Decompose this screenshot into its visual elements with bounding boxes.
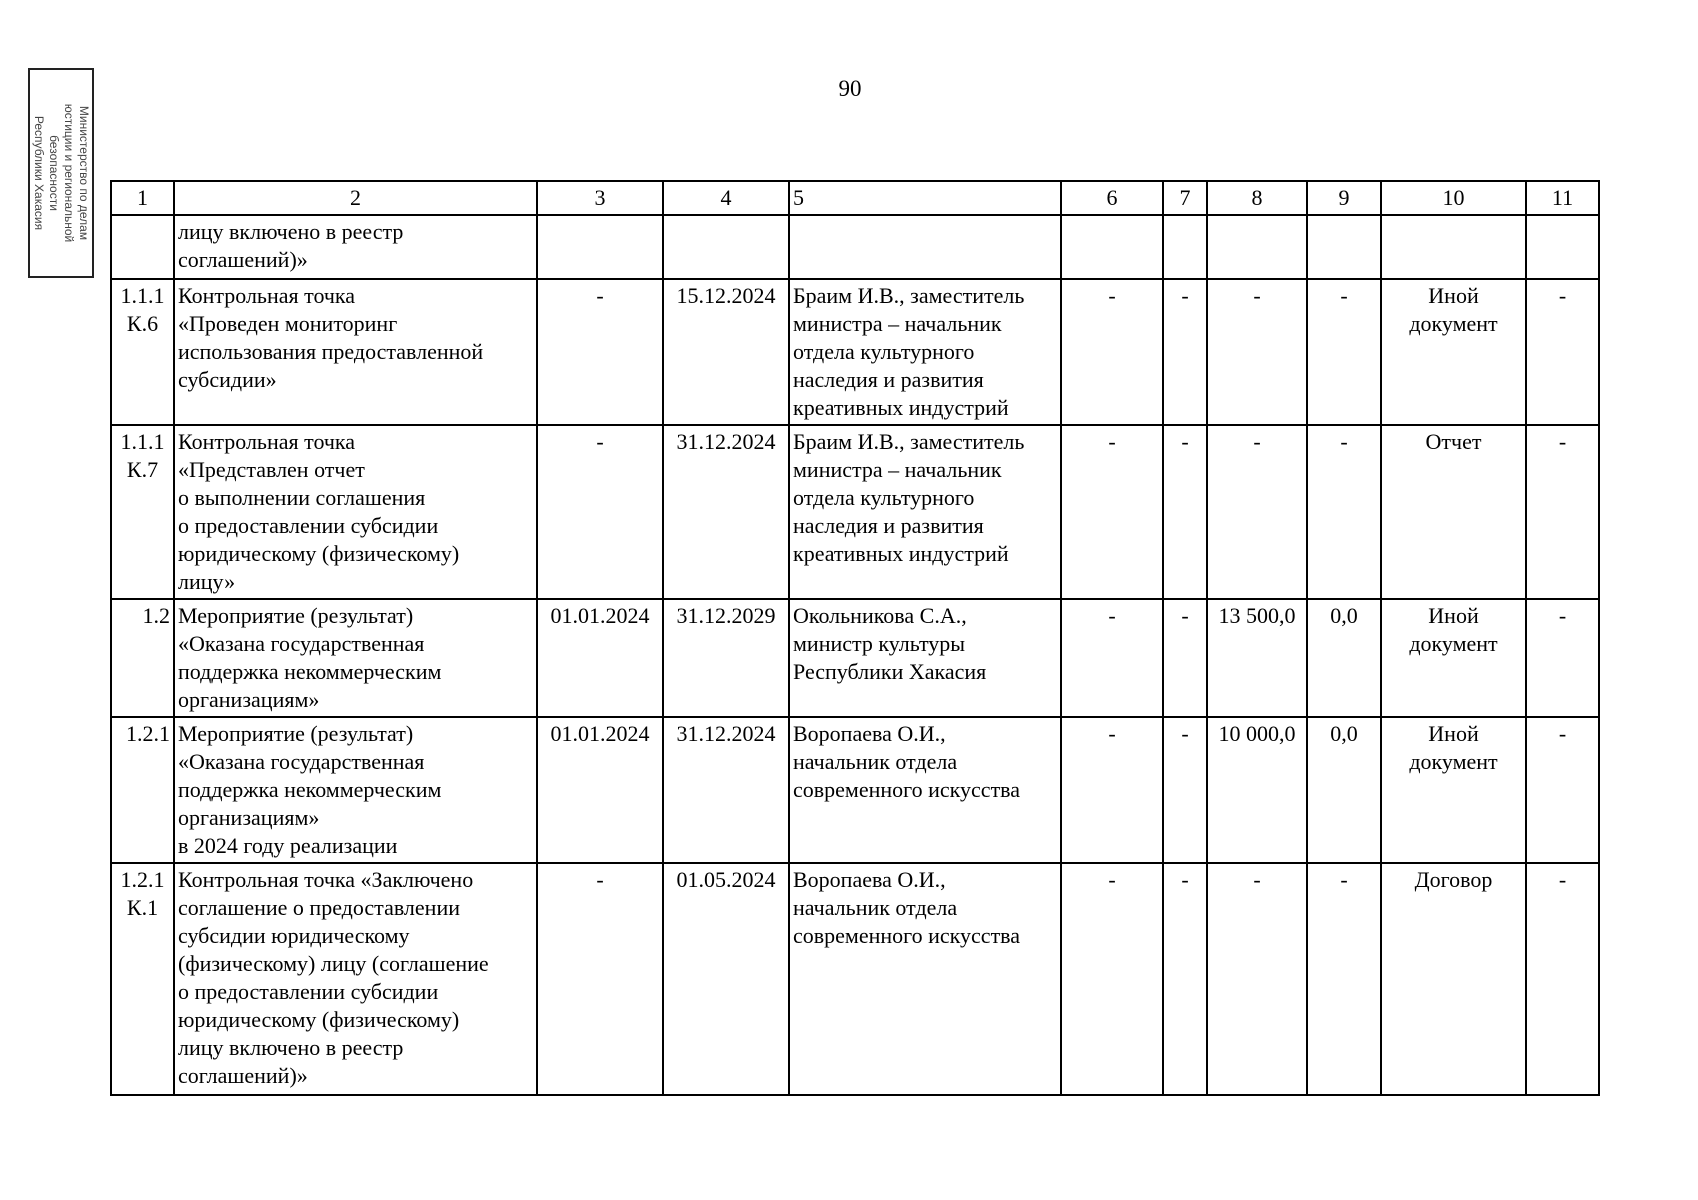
table-cell: Браим И.В., заместитель министра – начальник отдела культурного наследия и развития креативных индустрий — [789, 425, 1061, 599]
header-row — [111, 181, 1599, 215]
table-row — [111, 279, 1599, 425]
table-row — [111, 599, 1599, 717]
column-header: 9 — [1307, 181, 1381, 215]
stamp-line: Республики Хакасия — [32, 115, 46, 231]
table-cell: Мероприятие (результат) «Оказана государственная поддержка некоммерческим организациям» — [174, 599, 537, 717]
table-cell — [1061, 215, 1163, 279]
table-cell: 10 000,0 — [1207, 717, 1307, 863]
table-cell: - — [1526, 717, 1599, 863]
column-header: 10 — [1381, 181, 1526, 215]
table-cell — [1526, 215, 1599, 279]
table-row — [111, 863, 1599, 1095]
table-cell: 13 500,0 — [1207, 599, 1307, 717]
column-header: 3 — [537, 181, 663, 215]
table-cell: Воропаева О.И., начальник отдела современного искусства — [789, 863, 1061, 1095]
table-cell: - — [1061, 863, 1163, 1095]
column-header: 2 — [174, 181, 537, 215]
table-cell: 1.1.1 К.7 — [111, 425, 174, 599]
table-cell: Контрольная точка «Представлен отчет о выполнении соглашения о предоставлении субсидии юридическому (физическому) лицу» — [174, 425, 537, 599]
table-cell — [1381, 215, 1526, 279]
column-header: 6 — [1061, 181, 1163, 215]
table-cell — [537, 215, 663, 279]
column-header: 4 — [663, 181, 789, 215]
table-cell: 1.2 — [111, 599, 174, 717]
table-cell: 31.12.2029 — [663, 599, 789, 717]
table-cell: Воропаева О.И., начальник отдела современного искусства — [789, 717, 1061, 863]
table-cell: - — [1307, 279, 1381, 425]
table-cell: - — [537, 279, 663, 425]
table-cell: - — [537, 425, 663, 599]
table-cell: 0,0 — [1307, 599, 1381, 717]
stamp-line: Министерство по делам — [77, 105, 91, 241]
table-cell: - — [1163, 279, 1207, 425]
table-cell: Отчет — [1381, 425, 1526, 599]
table-cell: 01.01.2024 — [537, 717, 663, 863]
table-cell — [663, 215, 789, 279]
table-cell: - — [1207, 863, 1307, 1095]
table-cell: - — [1307, 425, 1381, 599]
table-cell: 1.1.1 К.6 — [111, 279, 174, 425]
table-cell: - — [1163, 717, 1207, 863]
table-cell: - — [1526, 863, 1599, 1095]
table-cell: Мероприятие (результат) «Оказана государственная поддержка некоммерческим организациям» в 2024 году реализации — [174, 717, 537, 863]
table-cell: Контрольная точка «Проведен мониторинг использования предоставленной субсидии» — [174, 279, 537, 425]
stamp-line: юстиции и региональной — [62, 103, 76, 243]
table-cell: - — [1061, 425, 1163, 599]
table-cell: - — [1163, 599, 1207, 717]
table-cell: - — [1526, 599, 1599, 717]
table-cell: - — [1307, 863, 1381, 1095]
table-cell: 01.05.2024 — [663, 863, 789, 1095]
table-cell: - — [1526, 279, 1599, 425]
column-header: 11 — [1526, 181, 1599, 215]
registration-stamp — [28, 68, 94, 278]
table-cell: 15.12.2024 — [663, 279, 789, 425]
table-cell — [1163, 215, 1207, 279]
table-cell: 01.01.2024 — [537, 599, 663, 717]
table-cell: 31.12.2024 — [663, 425, 789, 599]
table-row — [111, 717, 1599, 863]
page-number: 90 — [838, 76, 862, 101]
table-cell: 1.2.1 К.1 — [111, 863, 174, 1095]
table-cell: - — [537, 863, 663, 1095]
table-cell: лицу включено в реестр соглашений)» — [174, 215, 537, 279]
table-cell: Браим И.В., заместитель министра – начальник отдела культурного наследия и развития креативных индустрий — [789, 279, 1061, 425]
table-cell — [789, 215, 1061, 279]
table-cell: Иной документ — [1381, 279, 1526, 425]
table-cell — [1207, 215, 1307, 279]
table-cell: - — [1061, 279, 1163, 425]
table-row — [111, 215, 1599, 279]
table-cell: - — [1061, 599, 1163, 717]
table-cell: Иной документ — [1381, 717, 1526, 863]
table-cell: 31.12.2024 — [663, 717, 789, 863]
table-cell — [1307, 215, 1381, 279]
table-cell: - — [1526, 425, 1599, 599]
table-cell: - — [1207, 425, 1307, 599]
table-cell: - — [1163, 425, 1207, 599]
column-header: 1 — [111, 181, 174, 215]
table-cell: Иной документ — [1381, 599, 1526, 717]
column-header: 7 — [1163, 181, 1207, 215]
table-cell: Договор — [1381, 863, 1526, 1095]
table-cell: Контрольная точка «Заключено соглашение о предоставлении субсидии юридическому (физическому) лицу (соглашение о предоставлении субсидии юридическому (физическому) лицу включено в реестр соглашений)» — [174, 863, 537, 1095]
table-cell: 1.2.1 — [111, 717, 174, 863]
table-row — [111, 425, 1599, 599]
table-cell: - — [1207, 279, 1307, 425]
column-header: 8 — [1207, 181, 1307, 215]
table-cell: - — [1163, 863, 1207, 1095]
table-cell: - — [1061, 717, 1163, 863]
table-cell: Окольникова С.А., министр культуры Республики Хакасия — [789, 599, 1061, 717]
plan-table — [110, 180, 1600, 1096]
table-cell: 0,0 — [1307, 717, 1381, 863]
column-header: 5 — [789, 181, 1061, 215]
table-cell — [111, 215, 174, 279]
stamp-line: безопасности — [47, 135, 61, 211]
